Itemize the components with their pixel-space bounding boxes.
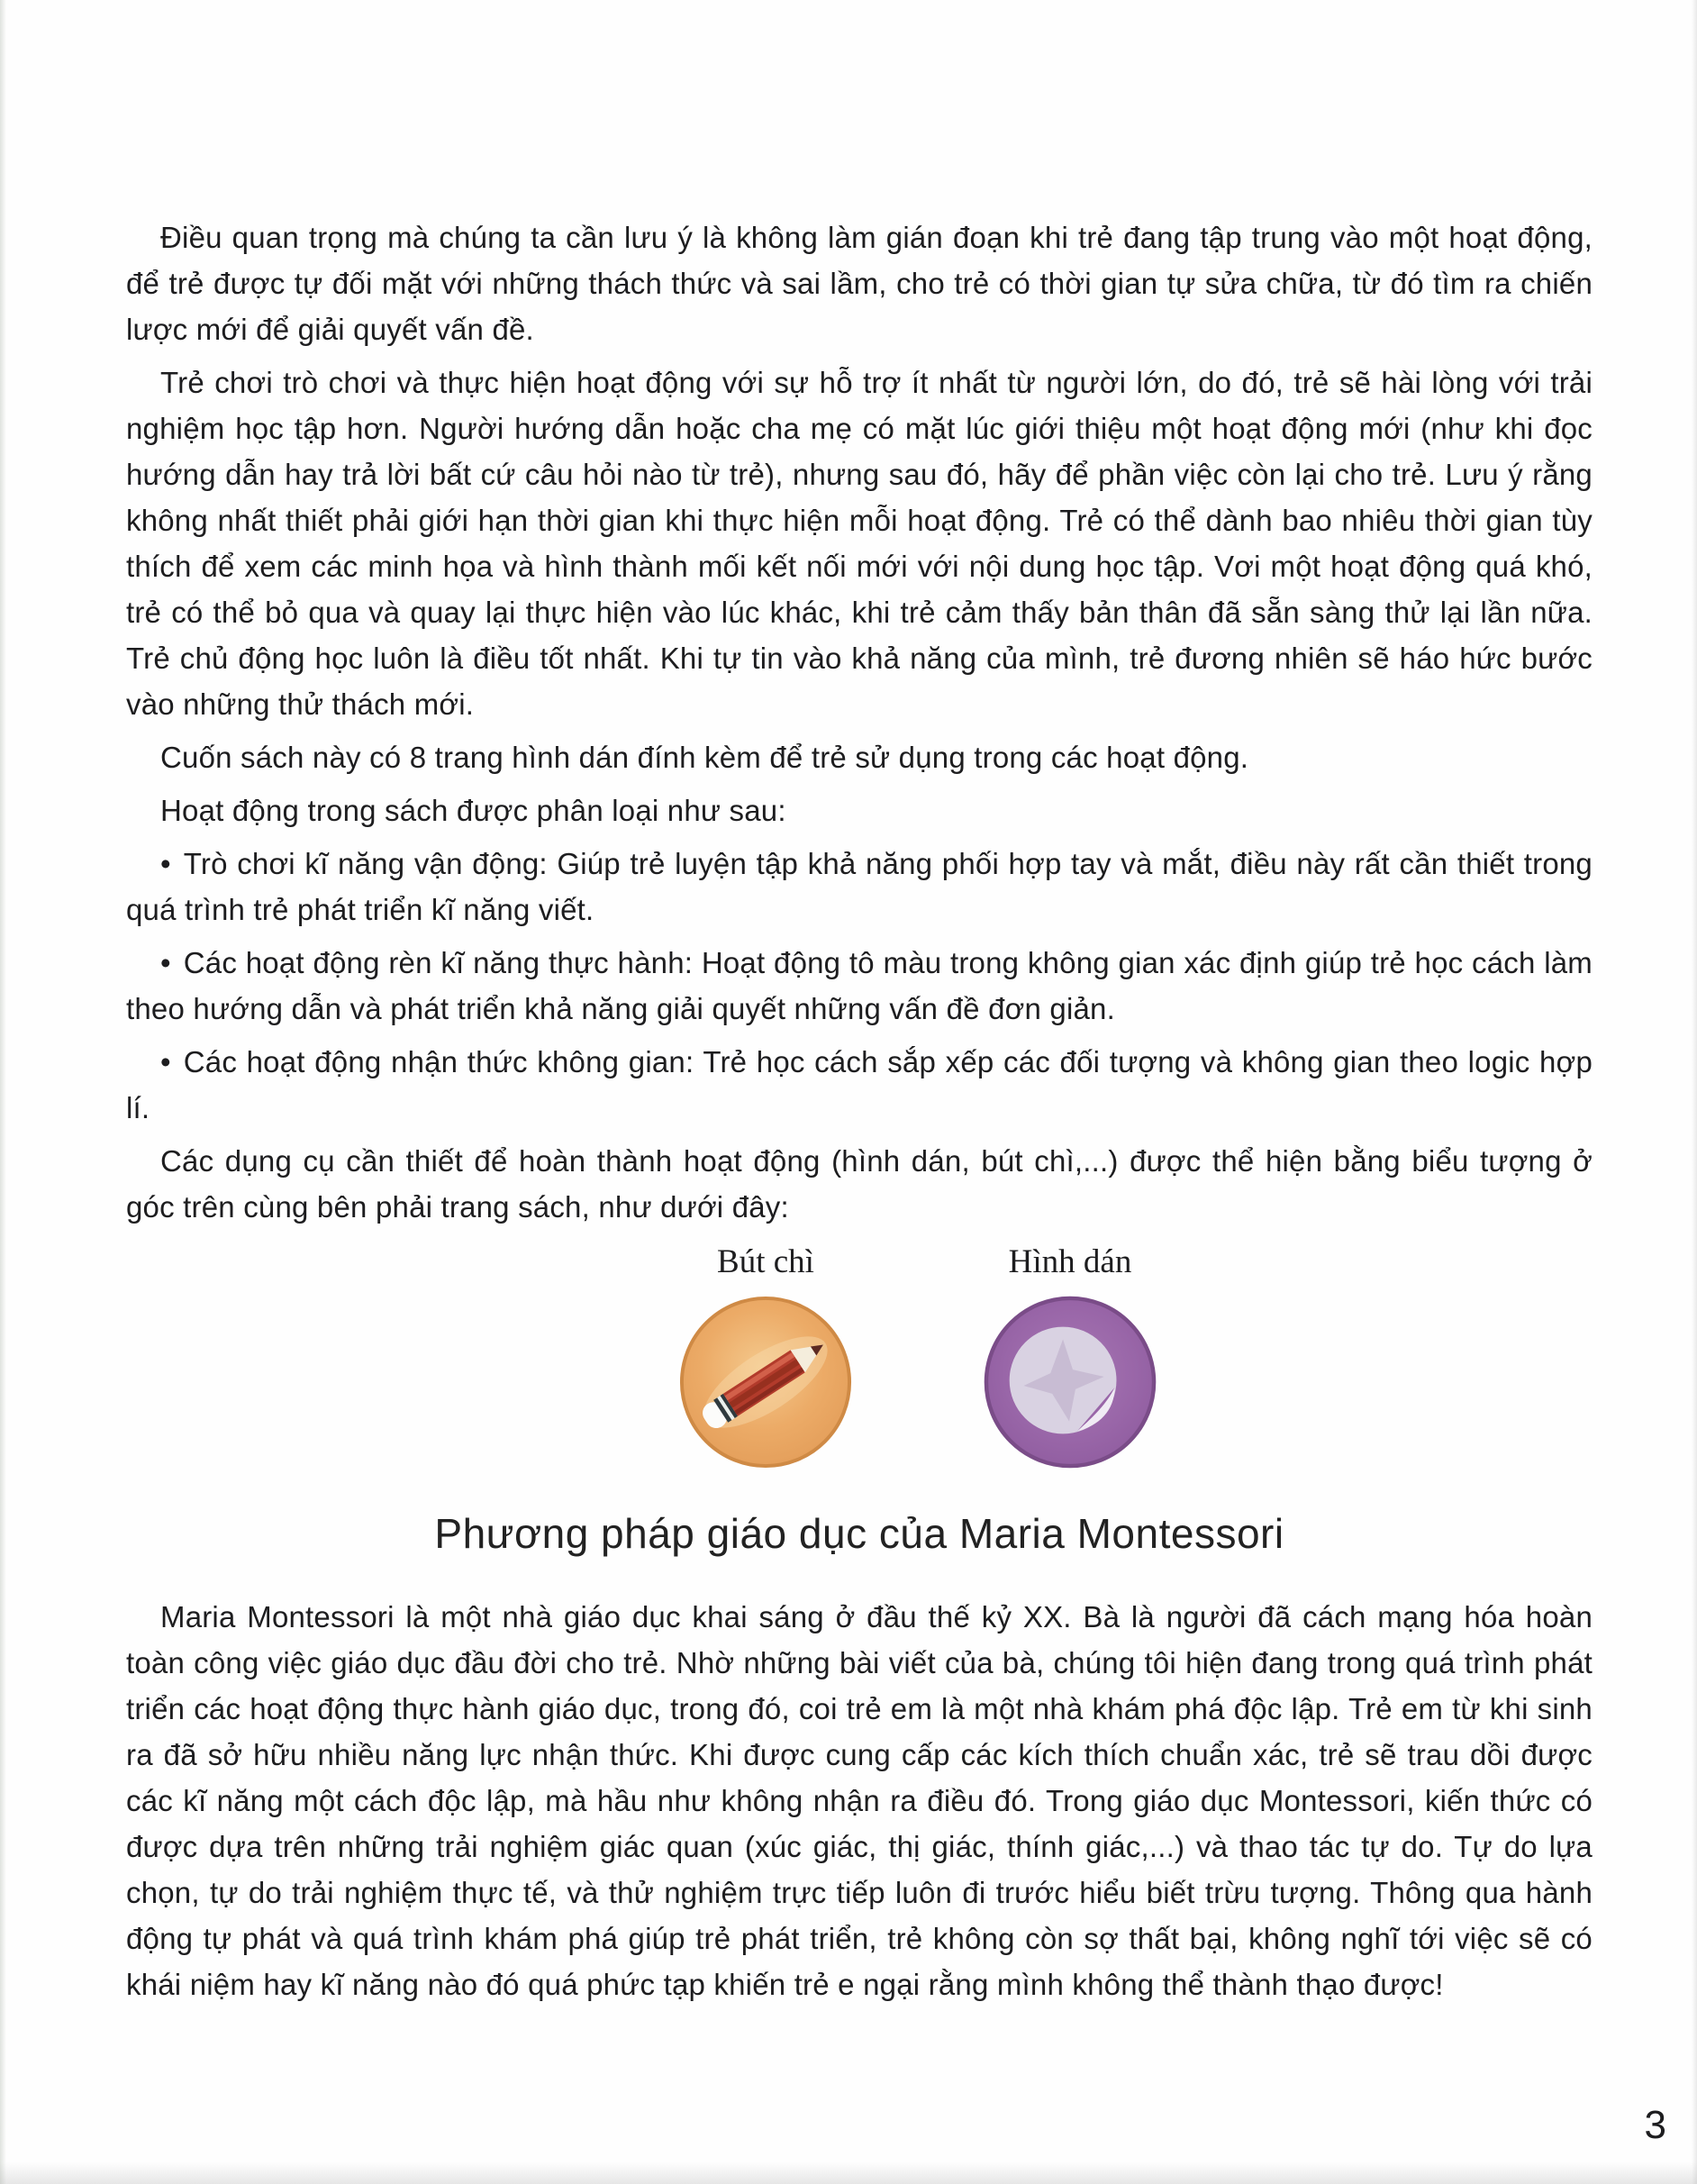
pencil-icon [676,1293,855,1471]
intro-paragraph-1: Điều quan trọng mà chúng ta cần lưu ý là không làm gián đoạn khi trẻ đang tập trung vào một hoạt động, để trẻ được tự đối mặt với những thách thức và sai lầm, cho trẻ có thời gian tự sửa chữa, từ đó tìm ra chiến lược mới để giải quyết vấn đề. [126,221,1593,346]
bullet-item-spatial-awareness [126,1039,1593,1131]
legend-item-sticker [981,1242,1159,1471]
sticker-icon [981,1293,1159,1471]
tools-legend [243,1242,1593,1471]
section-body-paragraph: Maria Montessori là một nhà giáo dục khai sáng ở đầu thế kỷ XX. Bà là người đã cách mạng hóa hoàn toàn công việc giáo dục đầu đời cho trẻ. Nhờ những bài viết của bà, chúng tôi hiện đang trong quá trình phát triển các hoạt động thực hành giáo dục, trong đó, coi trẻ em là một nhà khám phá độc lập. Trẻ em từ khi sinh ra đã sở hữu nhiều năng lực nhận thức. Khi được cung cấp các kích thích chuẩn xác, trẻ sẽ trau dồi được các kĩ năng một cách độc lập, mà hầu như không nhận ra điều đó. Trong giáo dục Montessori, kiến thức có được dựa trên những trải nghiệm giác quan (xúc giác, thị giác, thính giác,...) và thao tác tự do. Tự do lựa chọn, tự do trải nghiệm thực tế, và thử nghiệm trực tiếp luôn đi trước hiểu biết trừu tượng. Thông qua hành động tự phát và quá trình khám phá giúp trẻ phát triển, trẻ không còn sợ thất bại, không nghĩ tới việc sẽ có khái niệm hay kĩ năng nào đó quá phức tạp khiến trẻ e ngại rằng mình không thể thành thạo được! [126,1600,1593,2001]
pencil-label: Bút chì [717,1243,814,1280]
scan-edge-bottom [0,2162,1697,2184]
intro-paragraph-2: Trẻ chơi trò chơi và thực hiện hoạt động với sự hỗ trợ ít nhất từ người lớn, do đó, trẻ sẽ hài lòng với trải nghiệm học tập hơn. Người hướng dẫn hoặc cha mẹ có mặt lúc giới thiệu một hoạt động mới (như khi đọc hướng dẫn hay trả lời bất cứ câu hỏi nào từ trẻ), nhưng sau đó, hãy để phần việc còn lại cho trẻ. Lưu ý rằng không nhất thiết phải giới hạn thời gian khi thực hiện mỗi hoạt động. Trẻ có thể dành bao nhiêu thời gian tùy thích để xem các minh họa và hình thành mối kết nối mới với nội dung học tập. Vơi một hoạt động quá khó, trẻ có thể bỏ qua và quay lại thực hiện vào lúc khác, khi trẻ cảm thấy bản thân đã sẵn sàng thử lại lần nữa. Trẻ chủ động học luôn là điều tốt nhất. Khi tự tin vào khả năng của mình, trẻ đương nhiên sẽ háo hức bước vào những thử thách mới. [126,366,1593,721]
intro-paragraph-5: Các dụng cụ cần thiết để hoàn thành hoạt động (hình dán, bút chì,...) được thể hiện bằng biểu tượng ở góc trên cùng bên phải trang sách, như dưới đây: [126,1144,1593,1224]
section-heading: Phương pháp giáo dục của Maria Montessori [434,1510,1284,1557]
page-content [126,214,1593,2007]
bullet-text: Các hoạt động rèn kĩ năng thực hành: Hoạt động tô màu trong không gian xác định giúp trẻ học cách làm theo hướng dẫn và phát triển khả năng giải quyết những vấn đề đơn giản. [126,946,1593,1025]
bullet-text: Trò chơi kĩ năng vận động: Giúp trẻ luyện tập khả năng phối hợp tay và mắt, điều này rất cần thiết trong quá trình trẻ phát triển kĩ năng viết. [126,847,1593,926]
scan-edge-right [1692,0,1697,2184]
bullet-text: Các hoạt động nhận thức không gian: Trẻ học cách sắp xếp các đối tượng và không gian theo logic hợp lí. [126,1045,1593,1124]
scan-edge-left [0,0,6,2184]
page-number: 3 [1644,2103,1666,2147]
bullet-item-practical-skills [126,940,1593,1032]
bullet-item-motor-skills [126,841,1593,933]
sticker-label: Hình dán [1008,1243,1132,1280]
intro-paragraph-4: Hoạt động trong sách được phân loại như sau: [160,794,786,827]
bullet-dot: • [160,946,171,979]
bullet-dot: • [160,1045,171,1078]
intro-paragraph-3: Cuốn sách này có 8 trang hình dán đính kèm để trẻ sử dụng trong các hoạt động. [160,741,1249,774]
legend-item-pencil [676,1242,855,1471]
bullet-dot: • [160,847,171,880]
